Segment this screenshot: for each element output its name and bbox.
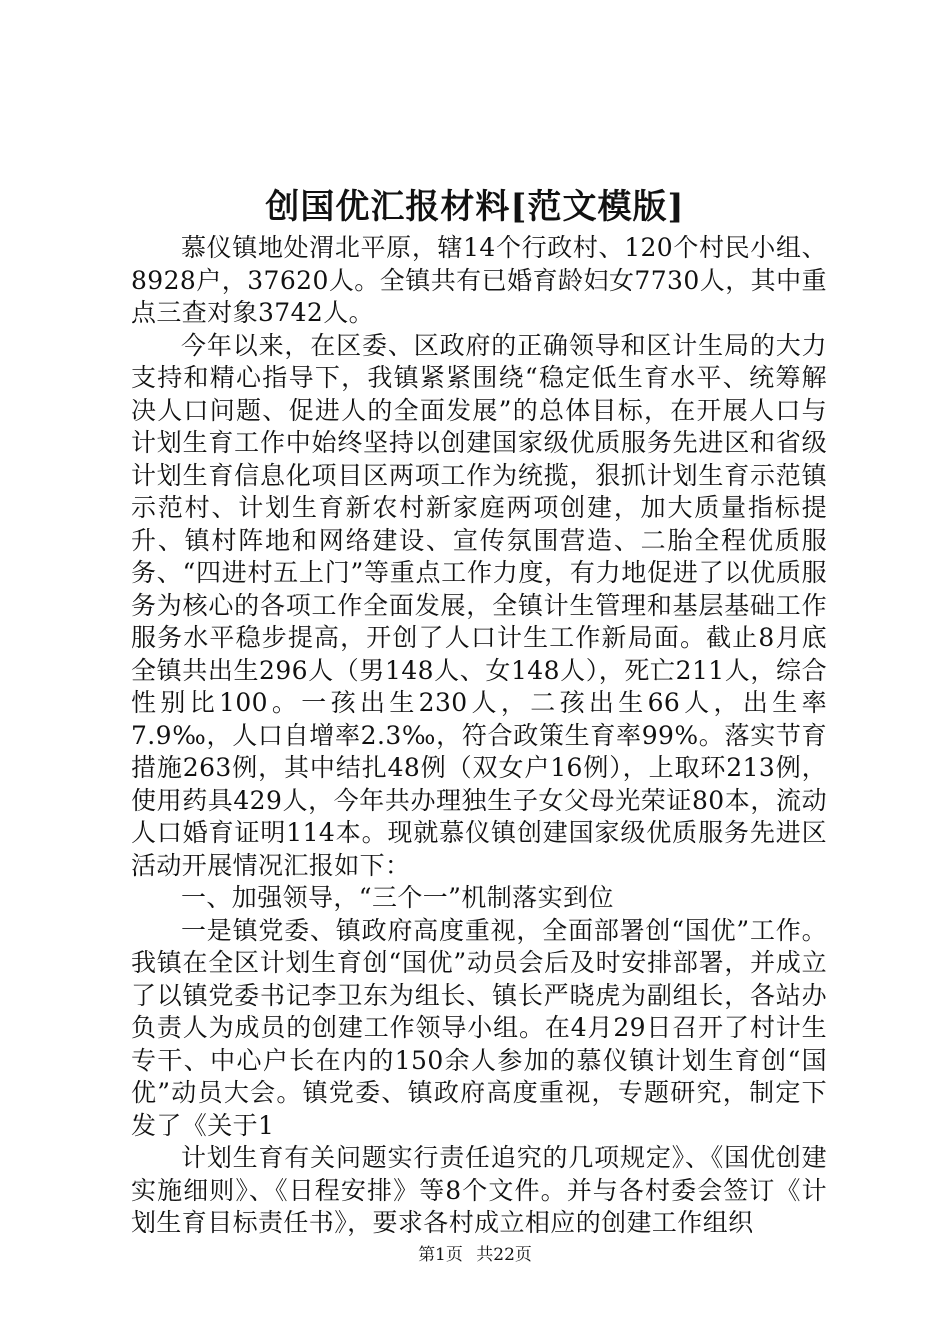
document-title: 创国优汇报材料[范文模版] — [265, 187, 685, 227]
paragraph-intro: 慕仪镇地处渭北平原，辖14个行政村、120个村民小组、8928户，37620人。全镇共有已婚育龄妇女7730人，其中重点三查对象3742人。 — [131, 233, 827, 327]
section-heading: 一、加强领导，“三个一”机制落实到位 — [181, 883, 614, 912]
page-total: 共22页 — [476, 1245, 532, 1265]
page-footer — [0, 1244, 950, 1266]
paragraph-summary: 今年以来，在区委、区政府的正确领导和区计生局的大力支持和精心指导下，我镇紧紧围绕“稳定低生育水平、统筹解决人口问题、促进人的全面发展”的总体目标，在开展人口与计划生育工作中始终坚持以创建国家级优质服务先进区和省级计划生育信息化项目区两项工作为统揽，狠抓计划生育示范镇示范村、计划生育新农村新家庭两项创建，加大质量指标提升、镇村阵地和网络建设、宣传氛围营造、二胎全程优质服务、“四进村五上门”等重点工作力度，有力地促进了以优质服务为核心的各项工作全面发展，全镇计生管理和基层基础工作服务水平稳步提高，开创了人口计生工作新局面。截止8月底全镇共出生296人（男148人、女148人），死亡211人，综合性别比100。一孩出生230人，二孩出生66人，出生率7.9‰，人口自增率2.3‰，符合政策生育率99%。落实节育措施263例，其中结扎48例（双女户16例），上取环213例，使用药具429人，今年共办理独生子女父母光荣证80本，流动人口婚育证明114本。现就慕仪镇创建国家级优质服务先进区活动开展情况汇报如下： — [131, 330, 827, 880]
paragraph-leadership: 一是镇党委、镇政府高度重视，全面部署创“国优”工作。我镇在全区计划生育创“国优”动员会后及时安排部署，并成立了以镇党委书记李卫东为组长、镇长严晓虎为副组长，各站办负责人为成员的创建工作领导小组。在4月29日召开了村计生专干、中心户长在内的150余人参加的慕仪镇计划生育创“国优”动员大会。镇党委、镇政府高度重视，专题研究，制定下发了《关于1 — [131, 915, 827, 1140]
document-body — [131, 232, 827, 1240]
page-number: 第1页 — [418, 1245, 463, 1265]
paragraph-continuation: 计划生育有关问题实行责任追究的几项规定》、《国优创建实施细则》、《日程安排》等8个文件。并与各村委会签订《计划生育目标责任书》，要求各村成立相应的创建工作组织 — [131, 1143, 827, 1237]
